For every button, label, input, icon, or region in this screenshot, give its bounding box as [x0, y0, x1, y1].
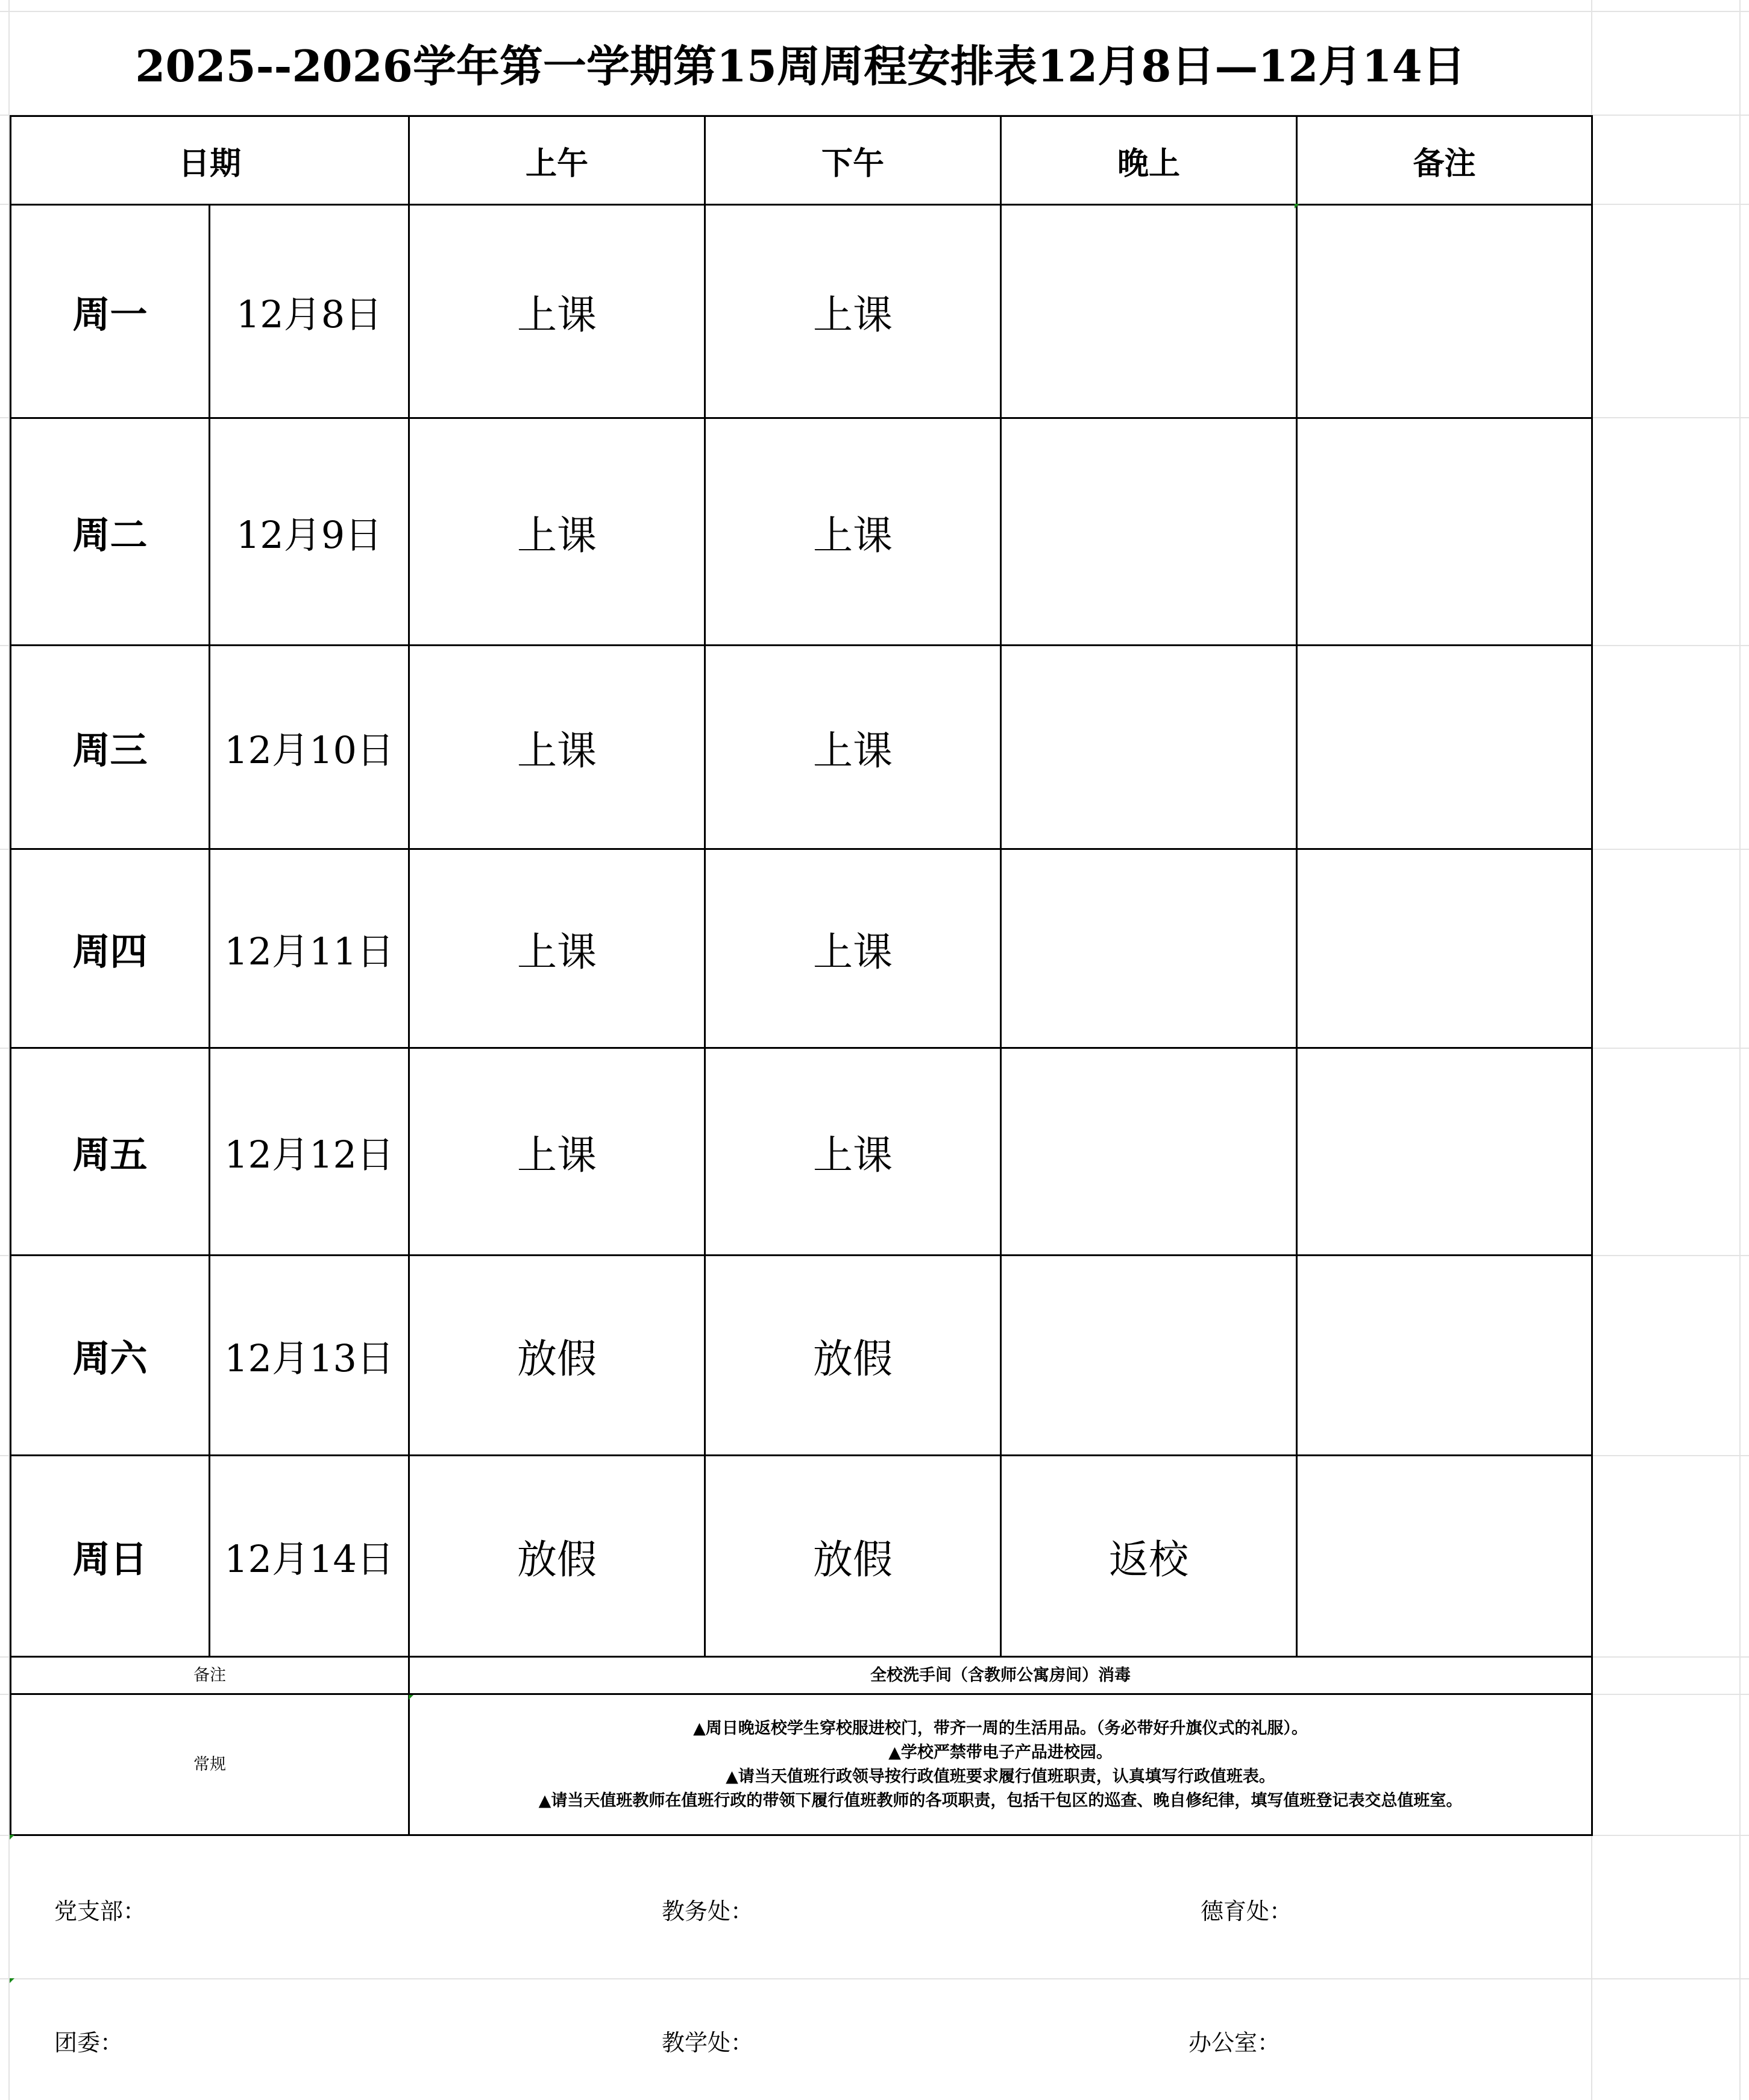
remarks-cell: [1297, 849, 1592, 1048]
schedule-table: [10, 115, 1593, 1836]
cell-marker: [10, 1835, 14, 1840]
morning-cell: 上课: [409, 1048, 705, 1256]
header-remarks: 备注: [1297, 116, 1592, 205]
remarks-cell: [1297, 1256, 1592, 1456]
afternoon-cell: 上课: [705, 849, 1001, 1048]
header-row: [11, 116, 1592, 205]
header-morning: 上午: [409, 116, 705, 205]
grid-line: [1739, 0, 1741, 2100]
table-row: [11, 849, 1592, 1048]
table-row: [11, 1256, 1592, 1456]
regular-note-line: ▲请当天值班教师在值班行政的带领下履行值班教师的各项职责，包括干包区的巡查、晚自修纪律，填写值班登记表交总值班室。: [538, 1791, 1463, 1810]
remarks-cell: [1297, 1456, 1592, 1657]
morning-cell: 上课: [409, 849, 705, 1048]
table-row: [11, 418, 1592, 646]
evening-cell: [1001, 849, 1297, 1048]
grid-line: [0, 1978, 1749, 1979]
table-row: [11, 646, 1592, 849]
date-cell: 12月10日: [210, 646, 409, 849]
cell-marker: [10, 1978, 14, 1983]
weekday-cell: 周日: [11, 1456, 210, 1657]
date-cell: 12月8日: [210, 205, 409, 418]
weekday-cell: 周三: [11, 646, 210, 849]
weekday-cell: 周二: [11, 418, 210, 646]
date-cell: 12月14日: [210, 1456, 409, 1657]
weekday-cell: 周四: [11, 849, 210, 1048]
regular-note-line: ▲学校严禁带电子产品进校园。: [888, 1743, 1113, 1762]
header-date: 日期: [11, 116, 409, 205]
regular-note-line: ▲请当天值班行政领导按行政值班要求履行值班职责，认真填写行政值班表。: [726, 1767, 1275, 1786]
date-cell: 12月13日: [210, 1256, 409, 1456]
signature-academic-affairs: 教务处：: [662, 1898, 754, 1925]
header-evening: 晚上: [1001, 116, 1297, 205]
signature-moral-education: 德育处：: [1201, 1898, 1293, 1925]
remarks-cell: [1297, 646, 1592, 849]
signature-general-office: 办公室：: [1189, 2029, 1281, 2056]
table-row: [11, 1048, 1592, 1256]
date-cell: 12月11日: [210, 849, 409, 1048]
date-cell: 12月12日: [210, 1048, 409, 1256]
afternoon-cell: 上课: [705, 205, 1001, 418]
signature-youth-league: 团委：: [54, 2029, 124, 2056]
note-row-text: 全校洗手间（含教师公寓房间）消毒: [409, 1657, 1592, 1694]
remarks-cell: [1297, 418, 1592, 646]
regular-row: [11, 1694, 1592, 1835]
afternoon-cell: 上课: [705, 418, 1001, 646]
weekday-cell: 周五: [11, 1048, 210, 1256]
evening-cell: [1001, 205, 1297, 418]
morning-cell: 放假: [409, 1256, 705, 1456]
morning-cell: 上课: [409, 418, 705, 646]
cell-marker: [409, 1695, 413, 1700]
regular-row-label: 常规: [11, 1694, 409, 1835]
afternoon-cell: 放假: [705, 1456, 1001, 1657]
weekday-cell: 周一: [11, 205, 210, 418]
evening-cell: 返校: [1001, 1456, 1297, 1657]
header-afternoon: 下午: [705, 116, 1001, 205]
page-title: 2025--2026学年第一学期第15周周程安排表12月8日—12月14日: [135, 40, 1466, 92]
grid-line: [0, 11, 1749, 12]
note-row-label: 备注: [11, 1657, 409, 1694]
afternoon-cell: 上课: [705, 646, 1001, 849]
morning-cell: 放假: [409, 1456, 705, 1657]
remarks-cell: [1297, 205, 1592, 418]
afternoon-cell: 上课: [705, 1048, 1001, 1256]
signature-teaching-office: 教学处：: [662, 2029, 754, 2056]
table-row: [11, 205, 1592, 418]
afternoon-cell: 放假: [705, 1256, 1001, 1456]
morning-cell: 上课: [409, 205, 705, 418]
cell-marker: [1295, 204, 1299, 209]
evening-cell: [1001, 418, 1297, 646]
weekday-cell: 周六: [11, 1256, 210, 1456]
regular-note-line: ▲周日晚返校学生穿校服进校门，带齐一周的生活用品。（务必带好升旗仪式的礼服）。: [693, 1718, 1308, 1738]
evening-cell: [1001, 1256, 1297, 1456]
signature-party-branch: 党支部：: [54, 1898, 146, 1925]
regular-notes: [409, 1694, 1592, 1835]
evening-cell: [1001, 646, 1297, 849]
morning-cell: 上课: [409, 646, 705, 849]
table-row: [11, 1456, 1592, 1657]
evening-cell: [1001, 1048, 1297, 1256]
remarks-cell: [1297, 1048, 1592, 1256]
note-row: [11, 1657, 1592, 1694]
date-cell: 12月9日: [210, 418, 409, 646]
